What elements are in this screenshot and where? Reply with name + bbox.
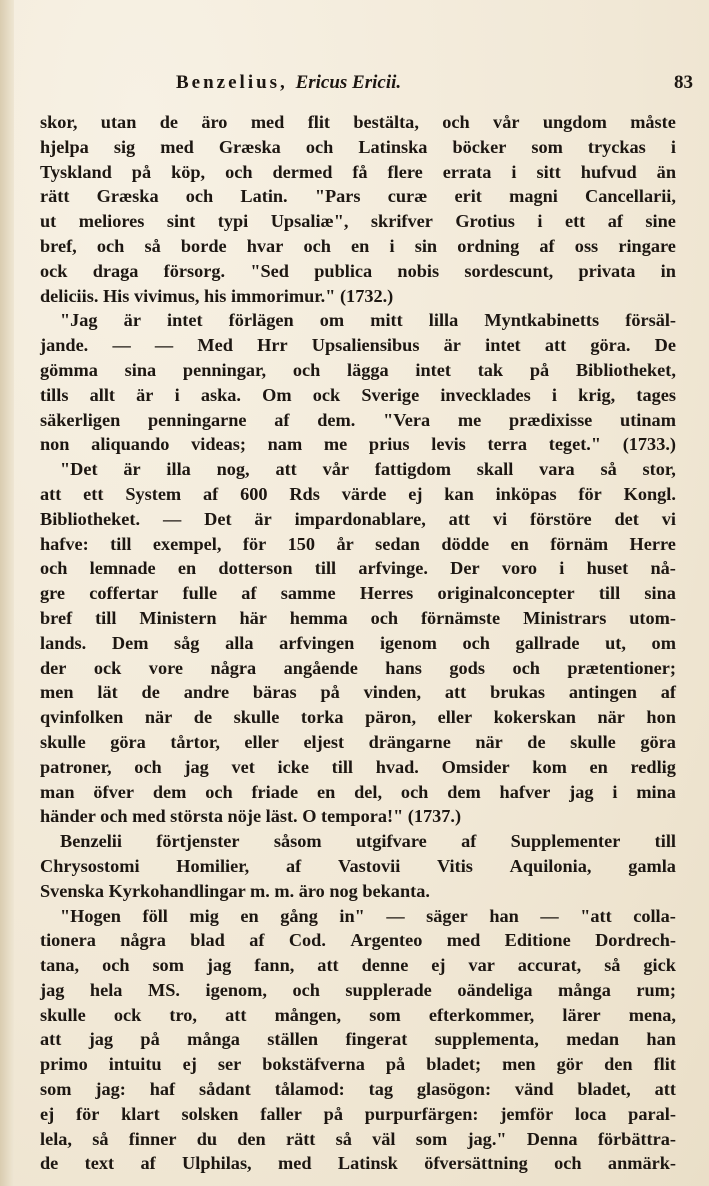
text-line: der ock vore några angående hans gods och prætentioner; <box>40 657 676 678</box>
text-line: patroner, och jag vet icke till hvad. Omsider kom en redlig <box>40 756 676 777</box>
text-line: Bibliotheket. — Det är impardonablare, att vi förstöre det vi <box>40 508 676 529</box>
text-line: rätt Græska och Latin. "Pars curæ erit magni Cancellarii, <box>40 186 676 207</box>
running-head-author: Benzelius, <box>176 72 288 93</box>
text-line: primo intuitu ej ser bokstäfverna på bladet; men gör den flit <box>40 1054 676 1075</box>
text-line: de text af Ulphilas, med Latinsk öfversättning och anmärk- <box>40 1153 676 1174</box>
text-line: att ett System af 600 Rds värde ej kan inköpas för Kongl. <box>40 483 676 504</box>
text-line: jande. — — Med Hrr Upsaliensibus är intet att göra. De <box>40 335 676 356</box>
text-line: jag hela MS. igenom, och supplerade oändeliga många rum; <box>40 979 676 1000</box>
text-line: bref, och så borde hvar och en i sin ordning af oss ringare <box>40 235 676 256</box>
text-line: lands. Dem såg alla arfvingen igenom och gallrade ut, om <box>40 632 676 653</box>
running-head-title: Ericus Ericii. <box>295 72 402 93</box>
text-line: gre coffertar fulle af samme Herres originalconcepter till sina <box>40 583 676 604</box>
text-line: att jag på många ställen fingerat supplementa, medan han <box>40 1029 676 1050</box>
text-line: qvinfolken när de skulle torka päron, eller kokerskan när hon <box>40 707 676 728</box>
text-line: tana, och som jag fann, att denne ej var accurat, så gick <box>40 955 676 976</box>
page-header <box>176 68 701 104</box>
text-line: men lät de andre bäras på vinden, att brukas antingen af <box>40 682 676 703</box>
text-line: non aliquando videas; nam me prius levis terra teget." (1733.) <box>40 434 676 455</box>
text-line: Chrysostomi Homilier, af Vastovii Vitis Aquilonia, gamla <box>40 855 676 876</box>
text-line: som jag: haf sådant tålamod: tag glasögon: vänd bladet, att <box>40 1079 676 1100</box>
text-line: hjelpa sig med Græska och Latinska böcker som tryckas i <box>40 136 676 157</box>
page-number: 83 <box>674 72 693 93</box>
text-line: händer och med största nöje läst. O tempora!" (1737.) <box>40 806 462 827</box>
text-line: säkerligen penningarne af dem. "Vera me prædixisse utinam <box>40 409 676 430</box>
text-line: skulle göra tårtor, eller eljest drängarne när de skulle göra <box>40 731 676 752</box>
text-line: ock draga försorg. "Sed publica nobis sordescunt, privata in <box>40 260 676 281</box>
text-line: skulle ock tro, att mången, som efterkommer, lärer mena, <box>40 1004 676 1025</box>
text-line: man öfver dem och friade en del, och dem hafver jag i mina <box>40 781 676 802</box>
text-line: hafve: till exempel, för 150 år sedan dödde en förnäm Herre <box>40 533 676 554</box>
text-line: och lemnade en dotterson till arfvinge. Der voro i huset nå- <box>40 558 676 579</box>
text-line: "Det är illa nog, att vår fattigdom skall vara så stor, <box>60 459 676 480</box>
text-line: Tyskland på köp, och dermed få flere errata i sitt hufvud än <box>40 161 676 182</box>
text-line: bref till Ministern här hemma och förnämste Ministrars utom- <box>40 607 676 628</box>
body-text <box>40 110 676 1176</box>
text-line: deliciis. His vivimus, his immorimur." (1732.) <box>40 285 394 306</box>
text-line: "Hogen föll mig en gång in" — säger han — "att colla- <box>60 905 676 926</box>
text-line: ej för klart solsken faller på purpurfärgen: jemför loca paral- <box>40 1103 676 1124</box>
text-line: gömma sina penningar, och lägga intet tak på Bibliotheket, <box>40 359 676 380</box>
text-line: skor, utan de äro med flit bestälta, och vår ungdom måste <box>40 112 676 132</box>
text-line: lela, så finner du den rätt så väl som jag." Denna förbättra- <box>40 1128 676 1149</box>
text-line: Benzelii förtjenster såsom utgifvare af Supplementer till <box>60 831 676 852</box>
text-line: tionera några blad af Cod. Argenteo med Editione Dordrech- <box>40 930 676 951</box>
text-line: Svenska Kyrkohandlingar m. m. äro nog bekanta. <box>40 880 430 901</box>
text-line: "Jag är intet förlägen om mitt lilla Myntkabinetts försäl- <box>60 310 676 331</box>
running-head <box>176 72 401 94</box>
text-line: ut meliores sint typi Upsaliæ", skrifver Grotius i ett af sine <box>40 211 676 232</box>
page-spine-shadow <box>0 0 14 1186</box>
text-line: tills allt är i aska. Om ock Sverige invecklades i krig, tages <box>40 384 676 405</box>
